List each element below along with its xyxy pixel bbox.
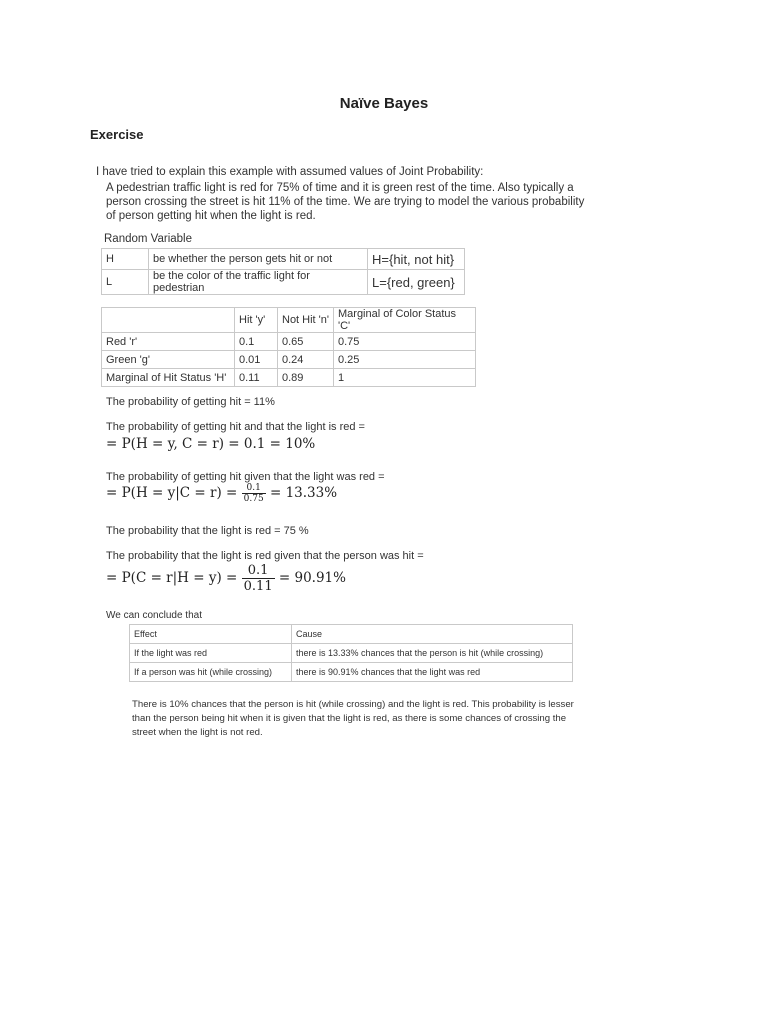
statement-red-probability: The probability that the light is red = 75 % [106,525,309,537]
table-header-cell: Not Hit 'n' [278,308,334,333]
table-header-cell: Cause [292,625,573,644]
effect-cause-table [129,624,573,682]
equation-result: = 90.91% [278,570,346,586]
statement-conditional-red: The probability that the light is red given that the person was hit = [106,550,424,562]
conclusion-label: We can conclude that [106,610,202,621]
table-cell: be the color of the traffic light for pedestrian [149,270,368,295]
statement-joint: The probability of getting hit and that the light is red = [106,421,365,433]
section-heading: Exercise [90,127,144,142]
table-cell: H={hit, not hit} [368,249,465,270]
table-header-row [102,308,476,333]
table-header-row [130,625,573,644]
fraction [242,483,266,504]
table-cell: L [102,270,149,295]
fraction-numerator: 0.1 [242,563,275,579]
joint-probability-table [101,307,476,387]
table-cell: Red 'r' [102,333,235,351]
conclusion-paragraph: There is 10% chances that the person is hit (while crossing) and the light is red. This probability is lesser than the person being hit when it is given that the light is red, as there is some chances of crossing the street when the light is not red. [132,699,574,738]
table-cell: there is 90.91% chances that the light was red [292,663,573,682]
table-cell: If a person was hit (while crossing) [130,663,292,682]
table-row [102,270,465,295]
table-cell: L={red, green} [368,270,465,295]
table-cell: there is 13.33% chances that the person is hit (while crossing) [292,644,573,663]
table-cell: be whether the person gets hit or not [149,249,368,270]
fraction-numerator: 0.1 [242,483,266,494]
fraction-denominator: 0.75 [243,494,264,504]
table-row [130,663,573,682]
fraction-denominator: 0.11 [243,579,273,594]
equation-conditional-hit [106,483,337,504]
table-cell: Green 'g' [102,351,235,369]
equation-lhs: = P(H = y|C = r) = [106,485,238,501]
table-cell: 0.89 [278,369,334,387]
table-row [102,351,476,369]
problem-paragraph: A pedestrian traffic light is red for 75% of time and it is green rest of the time. Also typically a person crossing the street is hit 11% of the time. We are trying to model the various probability of person getting hit when the light is red. [106,182,585,222]
table-header-cell: Marginal of Color Status 'C' [334,308,476,333]
equation-joint: = P(H = y, C = r) = 0.1 = 10% [106,436,316,452]
table-row [130,644,573,663]
equation-result: = 13.33% [269,485,338,501]
table-header-cell: Effect [130,625,292,644]
table-cell: H [102,249,149,270]
table-header-cell [102,308,235,333]
statement-hit-probability: The probability of getting hit = 11% [106,396,275,408]
statement-conditional-hit: The probability of getting hit given that the light was red = [106,471,385,483]
table-cell: 1 [334,369,476,387]
table-cell: 0.1 [235,333,278,351]
table-cell: 0.24 [278,351,334,369]
document-title: Naïve Bayes [339,95,429,112]
random-variable-label: Random Variable [104,233,193,245]
table-row [102,369,476,387]
table-cell: 0.11 [235,369,278,387]
table-row [102,333,476,351]
table-cell: Marginal of Hit Status 'H' [102,369,235,387]
equation-lhs: = P(C = r|H = y) = [106,570,238,586]
intro-text: I have tried to explain this example with assumed values of Joint Probability: [96,166,484,178]
random-variable-table [101,248,465,295]
table-cell: 0.75 [334,333,476,351]
table-row [102,249,465,270]
table-cell: 0.25 [334,351,476,369]
equation-conditional-red [106,563,346,594]
table-cell: 0.65 [278,333,334,351]
table-header-cell: Hit 'y' [235,308,278,333]
fraction [242,563,275,594]
table-cell: 0.01 [235,351,278,369]
table-cell: If the light was red [130,644,292,663]
